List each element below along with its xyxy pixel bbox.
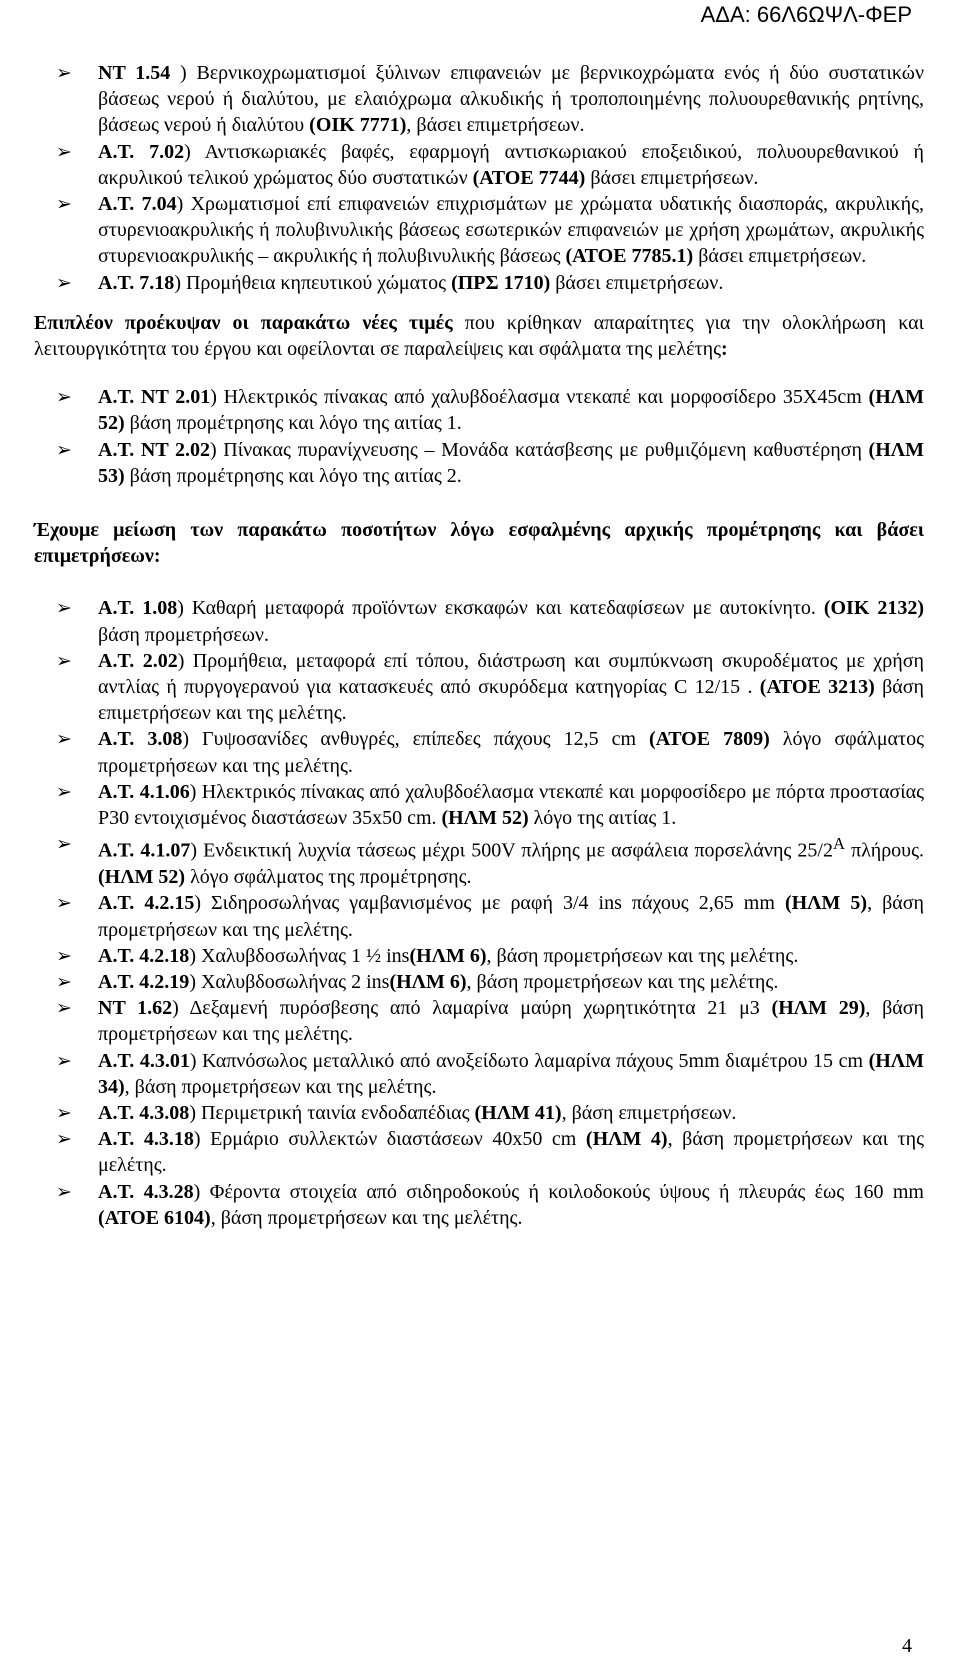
list-item (34, 779, 924, 831)
item-ref: (ΗΛΜ 29) (771, 997, 866, 1020)
list-item (34, 890, 924, 942)
arrow-bullet-icon: ➢ (56, 1101, 72, 1124)
item-code: Α.Τ. ΝΤ 2.02 (98, 438, 210, 461)
item-ref: (ΗΛΜ 6) (409, 944, 487, 967)
item-tail: , βάση προμετρήσεων και της μελέτης. (98, 892, 924, 941)
item-text: ) Χαλυβδοσωλήνας 1 ½ ins (189, 944, 410, 967)
item-ref: (ΟΙΚ 2132) (823, 597, 925, 620)
arrow-bullet-icon: ➢ (56, 140, 72, 163)
arrow-bullet-icon: ➢ (56, 597, 72, 620)
item-text: ) Περιμετρική ταινία ενδοδαπέδιας (189, 1101, 475, 1124)
item-tail: λόγο σφάλματος προμετρήσεων και της μελέτης. (98, 728, 924, 777)
arrow-bullet-icon: ➢ (56, 649, 72, 672)
arrow-bullet-icon: ➢ (56, 193, 72, 216)
item-tail: βάσει επιμετρήσεων. (550, 271, 724, 294)
item-tail: , βάση προμετρήσεων και της μελέτης. (466, 970, 779, 993)
item-text: ) Πίνακας πυρανίχνευσης – Μονάδα κατάσβεσης με ρυθμιζόμενη καθυστέρηση (210, 438, 869, 461)
item-tail: βάση προμέτρησης και λόγο της αιτίας 2. (124, 464, 462, 487)
item-ref: (ΑΤΟΕ 3213) (759, 676, 875, 699)
arrow-bullet-icon: ➢ (56, 728, 72, 751)
arrow-bullet-icon: ➢ (56, 1049, 72, 1072)
item-text: ) Αντισκωριακές βαφές, εφαρμογή αντισκωριακού εποξειδικού, πολυουρεθανικού ή ακρυλικού τελικού χρώματος δύο συστατικών (98, 140, 924, 189)
bullet-list-2 (34, 384, 924, 489)
item-code: Α.Τ. 4.2.15 (98, 892, 195, 915)
arrow-bullet-icon: ➢ (56, 62, 72, 84)
item-tail: βάσει επιμετρήσεων. (693, 245, 867, 268)
list-item (34, 191, 924, 270)
bullet-list-1 (34, 60, 924, 296)
item-text: ) Βερνικοχρωματισμοί ξύλινων επιφανειών με βερνικοχρώματα ενός ή δύο συστατικών βάσεως νερού ή διαλύτου, με ελαιόχρωμα αλκυδικής ή τροποποιημένης πολυουρεθανικής ρητίνης, βάσεως νερού ή διαλύτου (98, 62, 924, 137)
list-item (34, 60, 924, 139)
item-text: ) Σιδηροσωλήνας γαμβανισμένος με ραφή 3/4 ins πάχους 2,65 mm (194, 892, 785, 915)
item-code: Α.Τ. 2.02 (98, 649, 178, 672)
item-ref: (ΠΡΣ 1710) (451, 271, 551, 294)
item-tail: βάση προμετρήσεων. (98, 623, 269, 646)
list-item (34, 831, 924, 890)
item-ref: (ΑΤΟΕ 7809) (649, 728, 770, 751)
para-text: που κρίθηκαν απαραίτητες για την ολοκλήρωση και λειτουργικότητα του έργου και οφείλονται σε παραλείψεις και σφάλματα της μελέτης (34, 311, 924, 361)
item-tail: , βάση προμετρήσεων και της μελέτης. (98, 1128, 925, 1177)
item-ref: (ΗΛΜ 41) (474, 1101, 562, 1124)
new-prices-paragraph (34, 310, 924, 362)
item-code: Α.Τ. 4.3.28 (98, 1180, 194, 1203)
item-text-2: πλήρους. (845, 839, 924, 862)
item-ref: (ΑΤΟΕ 7744) (472, 166, 586, 189)
item-ref: (ΗΛΜ 52) (98, 386, 924, 435)
item-ref: (ΑΤΟΕ 7785.1) (565, 245, 694, 268)
item-tail: , βάση προμετρήσεων και της μελέτης. (98, 997, 924, 1046)
item-text: ) Φέροντα στοιχεία από σιδηροδοκούς ή κοιλοδοκούς ύψους ή πλευράς έως 160 mm (193, 1180, 924, 1203)
item-code: Α.Τ. 7.04 (98, 193, 177, 216)
item-text: ) Ηλεκτρικός πίνακας από χαλυβδοέλασμα ντεκαπέ και μορφοσίδερο με πόρτα προστασίας Ρ30 εντοιχισμένος διαστάσεων 35x50 cm. (98, 780, 924, 830)
item-ref: (ΗΛΜ 52) (441, 807, 529, 830)
item-code: Α.Τ. 4.3.01 (98, 1049, 190, 1072)
para-bold: Επιπλέον προέκυψαν οι παρακάτω νέες τιμές (34, 311, 453, 334)
item-text: ) Χαλυβδοσωλήνας 2 ins (189, 970, 390, 993)
item-code: Α.Τ. 4.3.08 (98, 1101, 190, 1124)
list-item (34, 139, 924, 191)
item-ref: (ΗΛΜ 4) (585, 1128, 668, 1151)
item-tail: , βάση προμετρήσεων και της μελέτης. (210, 1206, 523, 1229)
list-item (34, 1126, 924, 1178)
list-item (34, 1048, 924, 1100)
item-code: Α.Τ. 1.08 (98, 597, 178, 620)
item-ref: (ΗΛΜ 34) (98, 1049, 924, 1098)
arrow-bullet-icon: ➢ (56, 386, 72, 409)
item-text: ) Χρωματισμοί επί επιφανειών επιχρισμάτων με χρώματα υδατικής διασποράς, ακρυλικής, στυρενιοακρυλικής ή πολυβινυλικής βάσεως εσωτερικών επιφανειών με χρήση χρωμάτων, ακρυλικής στυρενιοακρυλικής – ακρυλικής ή πολυβινυλικής βάσεως (98, 193, 924, 268)
item-text: ) Καθαρή μεταφορά προϊόντων εκσκαφών και κατεδαφίσεων με αυτοκίνητο. (177, 597, 824, 620)
page-number: 4 (902, 1635, 912, 1657)
item-ref: (ΟΙΚ 7771) (309, 114, 407, 137)
item-code: Α.Τ. 7.18 (98, 271, 175, 294)
arrow-bullet-icon: ➢ (56, 780, 72, 803)
arrow-bullet-icon: ➢ (56, 944, 72, 967)
list-item (34, 270, 924, 296)
item-ref: (ΗΛΜ 52) (98, 866, 186, 889)
ada-header: ΑΔΑ: 66Λ6ΩΨΛ-ΦΕΡ (700, 2, 912, 27)
item-ref: (ΗΛΜ 5) (784, 892, 868, 915)
arrow-bullet-icon: ➢ (56, 271, 72, 294)
list-item (34, 1179, 924, 1231)
item-text: ) Γυψοσανίδες ανθυγρές, επίπεδες πάχους 12,5 cm (182, 728, 650, 751)
item-tail: , βάση επιμετρήσεων. (561, 1101, 737, 1124)
arrow-bullet-icon: ➢ (56, 997, 72, 1020)
item-tail: βάση επιμετρήσεων και της μελέτης. (98, 676, 924, 725)
item-tail: , βάση προμετρήσεων και της μελέτης. (486, 944, 799, 967)
arrow-bullet-icon: ➢ (56, 1128, 72, 1151)
item-code: Α.Τ. 4.1.07 (98, 839, 191, 862)
list-item (34, 995, 924, 1047)
item-tail: λόγο της αιτίας 1. (528, 807, 677, 830)
list-item (34, 648, 924, 727)
list-item (34, 437, 924, 489)
item-code: Α.Τ. 4.3.18 (98, 1128, 194, 1151)
bullet-list-3 (34, 595, 924, 1231)
list-item (34, 726, 924, 778)
item-code: Α.Τ. 7.02 (98, 140, 185, 163)
superscript: A (832, 834, 846, 854)
list-item (34, 1100, 924, 1126)
item-tail: βάση προμέτρησης και λόγο της αιτίας 1. (124, 412, 462, 435)
item-text: ) Καπνόσωλος μεταλλικό από ανοξείδωτο λαμαρίνα πάχους 5mm διαμέτρου 15 cm (189, 1049, 869, 1072)
arrow-bullet-icon: ➢ (56, 833, 72, 856)
para-colon: : (720, 338, 728, 361)
list-item (34, 943, 924, 969)
list-item (34, 595, 924, 647)
item-ref: (ΗΛΜ 6) (389, 970, 467, 993)
item-code: Α.Τ. ΝΤ 2.01 (98, 386, 211, 409)
para-bold: Έχουμε μείωση των παρακάτω ποσοτήτων λόγω εσφαλμένης αρχικής προμέτρησης και βάσει επιμετρήσεων: (34, 519, 924, 568)
item-text: ) Ερμάριο συλλεκτών διαστάσεων 40x50 cm (193, 1128, 586, 1151)
item-ref: (ΗΛΜ 53) (98, 438, 924, 487)
item-code: Α.Τ. 3.08 (98, 728, 183, 751)
item-tail: , βάσει επιμετρήσεων. (406, 114, 585, 137)
item-text: ) Προμήθεια, μεταφορά επί τόπου, διάστρωση και συμπύκνωση σκυροδέματος με χρήση αντλίας ή πυργογερανού για κατασκευές από σκυρόδεμα κατηγορίας C 12/15 . (98, 649, 924, 699)
arrow-bullet-icon: ➢ (56, 892, 72, 915)
reduction-paragraph (34, 517, 924, 569)
item-code: Α.Τ. 4.2.18 (98, 944, 190, 967)
document-body (34, 60, 924, 1231)
list-item (34, 969, 924, 995)
item-code: ΝΤ 1.54 (98, 62, 180, 84)
item-text: ) Ενδεικτική λυχνία τάσεως μέχρι 500V πλήρης με ασφάλεια πορσελάνης 25/2 (190, 839, 833, 862)
item-code: ΝΤ 1.62 (98, 997, 173, 1020)
item-tail: λόγο σφάλματος της προμέτρησης. (185, 866, 472, 889)
item-text: ) Ηλεκτρικός πίνακας από χαλυβδοέλασμα ντεκαπέ και μορφοσίδερο 35X45cm (210, 386, 869, 409)
list-item (34, 384, 924, 436)
item-code: Α.Τ. 4.2.19 (98, 970, 190, 993)
item-ref: (ΑΤΟΕ 6104) (98, 1206, 211, 1229)
arrow-bullet-icon: ➢ (56, 970, 72, 993)
item-code: Α.Τ. 4.1.06 (98, 780, 190, 803)
arrow-bullet-icon: ➢ (56, 438, 72, 461)
item-text: ) Δεξαμενή πυρόσβεσης από λαμαρίνα μαύρη χωρητικότητα 21 μ3 (172, 997, 772, 1020)
item-tail: βάσει επιμετρήσεων. (585, 166, 759, 189)
arrow-bullet-icon: ➢ (56, 1180, 72, 1203)
item-tail: , βάση προμετρήσεων και της μελέτης. (124, 1075, 437, 1098)
item-text: ) Προμήθεια κηπευτικού χώματος (174, 271, 452, 294)
